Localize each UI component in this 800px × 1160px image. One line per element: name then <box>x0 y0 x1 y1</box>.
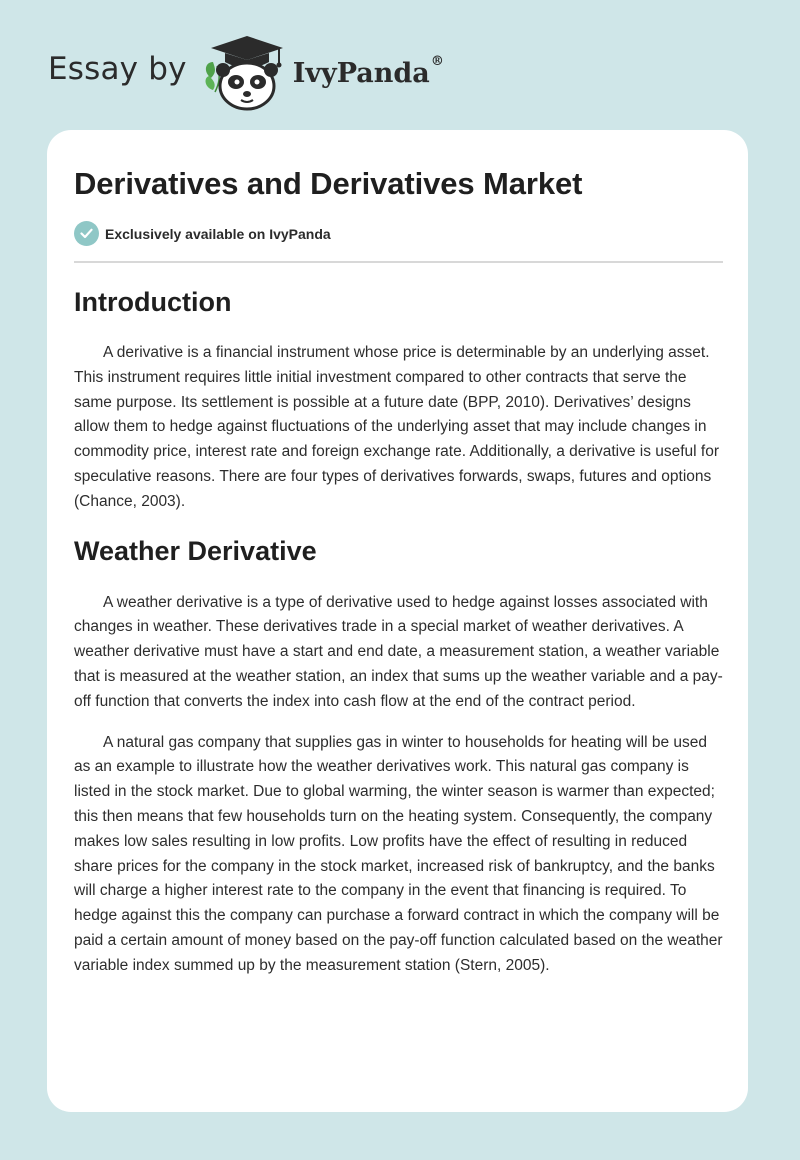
article-body <box>74 280 724 979</box>
registered-mark: ® <box>430 53 444 69</box>
panda-graduation-cap-icon[interactable] <box>201 32 289 112</box>
essay-by-label: Essay by <box>48 51 187 87</box>
paragraph: A derivative is a financial instrument whose price is determinable by an underlying asset. This instrument requires little initial investment compared to other contracts that serve the same purpose. Its settlement is possible at a future date (BPP, 2010). Derivatives’ designs allow them to hedge against fluctuations of the underlying asset that may include changes in commodity price, interest rate and foreign exchange rate. Additionally, a derivative is useful for speculative reasons. There are four types of derivatives forwards, swaps, futures and options (Chance, 2003). <box>74 344 720 510</box>
paragraph: A weather derivative is a type of derivative used to hedge against losses associated with changes in weather. These derivatives trade in a special market of weather derivatives. A weather derivative must have a start and end date, a measurement station, a weather variable that is measured at the weather station, an index that sums up the weather variable and a pay-off function that converts the index into cash flow at the end of the contract period. <box>74 593 723 710</box>
exclusive-badge <box>74 221 331 246</box>
page-title: Derivatives and Derivatives Market <box>74 166 583 201</box>
title-divider <box>74 261 723 263</box>
site-header <box>48 32 444 112</box>
paragraph: A natural gas company that supplies gas in winter to households for heating will be used as an example to illustrate how the weather derivatives work. This natural gas company is listed in the stock market. Due to global warming, the winter season is warmer than expected; this then means that few households turn on the heating system. Consequently, the company makes low sales resulting in low profits. Low profits have the effect of resulting in reduced share prices for the company in the stock market, increased risk of bankruptcy, and the banks will charge a higher interest rate to the company in the event that financing is required. To hedge against this the company can purchase a forward contract in which the company will be paid a certain amount of money based on the pay-off function calculated based on the weather variable index summed up by the measurement station (Stern, 2005). <box>74 733 723 974</box>
brand-name[interactable]: IvyPanda® <box>292 53 444 89</box>
exclusive-badge-label: Exclusively available on IvyPanda <box>105 225 331 242</box>
check-circle-icon <box>74 221 99 246</box>
article-card <box>47 130 748 1112</box>
section-heading: Weather Derivative <box>74 535 317 566</box>
section-heading: Introduction <box>74 287 232 317</box>
